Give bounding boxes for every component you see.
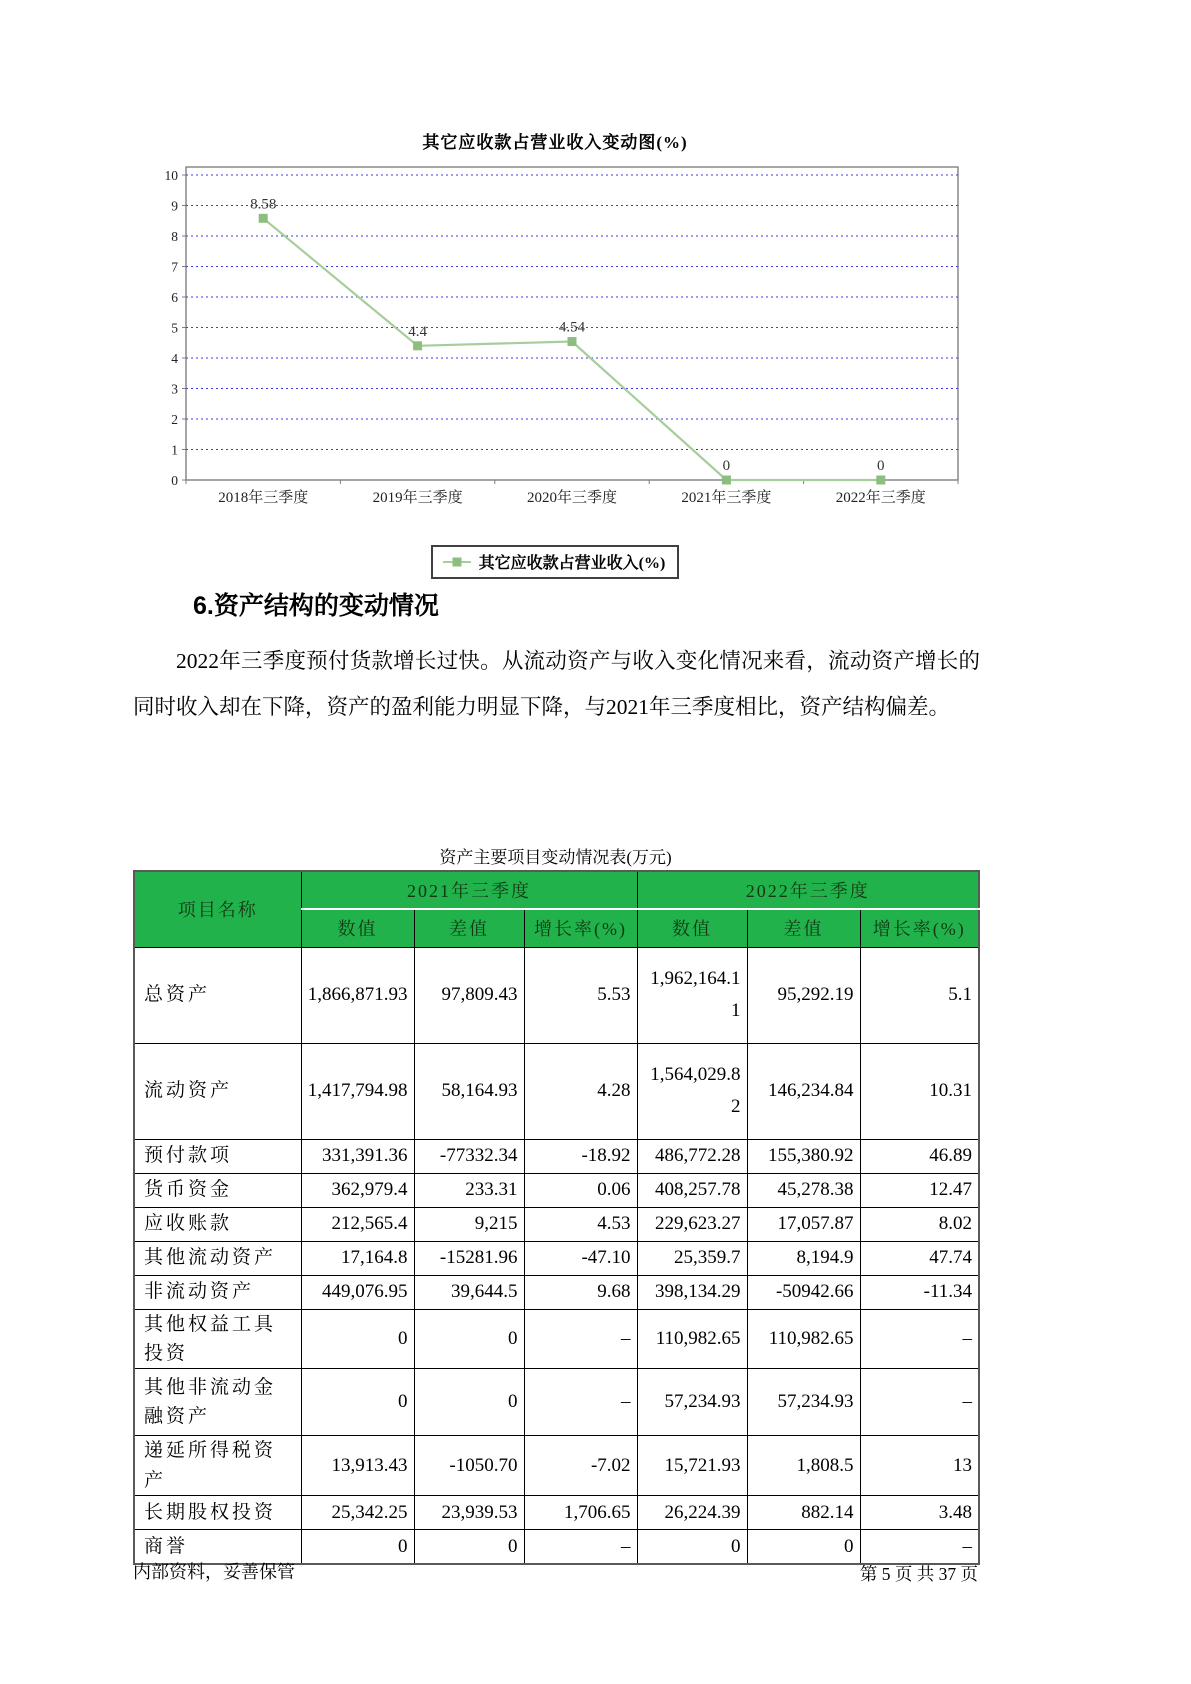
table-cell: 58,164.93 — [414, 1043, 524, 1139]
table-row — [134, 1275, 979, 1309]
table-cell: 1,706.65 — [524, 1496, 637, 1530]
table-cell: 398,134.29 — [637, 1275, 747, 1309]
table-cell: 155,380.92 — [747, 1139, 860, 1173]
table-cell: 0 — [301, 1369, 414, 1436]
table-cell: 25,342.25 — [301, 1496, 414, 1530]
assets-table-wrap — [133, 870, 980, 1565]
section-heading: 6.资产结构的变动情况 — [193, 592, 439, 620]
table-cell: -18.92 — [524, 1139, 637, 1173]
line-chart — [140, 128, 970, 579]
table-cell: 449,076.95 — [301, 1275, 414, 1309]
footer-page-number: 第 5 页 共 37 页 — [859, 1564, 978, 1584]
table-cell: -1050.70 — [414, 1436, 524, 1496]
table-cell: 233.31 — [414, 1173, 524, 1207]
row-label: 总资产 — [134, 947, 301, 1043]
row-label: 递延所得税资产 — [134, 1436, 301, 1496]
data-point-label: 4.4 — [408, 323, 427, 340]
table-cell: 4.28 — [524, 1043, 637, 1139]
col-header-value-2022: 数值 — [637, 909, 747, 947]
table-cell: 13 — [860, 1436, 979, 1496]
table-cell: 47.74 — [860, 1241, 979, 1275]
table-row — [134, 1043, 979, 1139]
table-cell: 46.89 — [860, 1139, 979, 1173]
table-cell: -7.02 — [524, 1436, 637, 1496]
col-header-diff-2022: 差值 — [747, 909, 860, 947]
table-cell: 0 — [747, 1530, 860, 1565]
table-row — [134, 1369, 979, 1436]
table-cell: 110,982.65 — [747, 1309, 860, 1369]
row-label: 其他权益工具投资 — [134, 1309, 301, 1369]
table-cell: 45,278.38 — [747, 1173, 860, 1207]
table-cell: 8.02 — [860, 1207, 979, 1241]
y-axis-label: 8 — [171, 229, 178, 244]
table-cell: 362,979.4 — [301, 1173, 414, 1207]
row-label: 预付款项 — [134, 1139, 301, 1173]
table-cell: -15281.96 — [414, 1241, 524, 1275]
table-cell: 0 — [301, 1530, 414, 1565]
col-header-value-2021: 数值 — [301, 909, 414, 947]
table-cell: 13,913.43 — [301, 1436, 414, 1496]
table-cell: 9.68 — [524, 1275, 637, 1309]
col-header-growth-2022: 增长率(%) — [860, 909, 979, 947]
data-point-label: 4.54 — [558, 319, 586, 336]
table-cell: 9,215 — [414, 1207, 524, 1241]
table-cell: – — [860, 1309, 979, 1369]
table-cell: 4.53 — [524, 1207, 637, 1241]
table-cell: 12.47 — [860, 1173, 979, 1207]
col-group-2021: 2021年三季度 — [301, 871, 637, 909]
table-cell: -50942.66 — [747, 1275, 860, 1309]
col-header-diff-2021: 差值 — [414, 909, 524, 947]
y-axis-label: 5 — [171, 320, 178, 336]
table-cell: 57,234.93 — [747, 1369, 860, 1436]
y-axis-label: 0 — [171, 473, 178, 488]
table-cell: 1,808.5 — [747, 1436, 860, 1496]
table-row — [134, 1173, 979, 1207]
body-paragraph: 2022年三季度预付货款增长过快。从流动资产与收入变化情况来看，流动资产增长的同时收入却在下降，资产的盈利能力明显下降，与2021年三季度相比，资产结构偏差。 — [133, 649, 980, 719]
row-label: 其他非流动金融资产 — [134, 1369, 301, 1436]
table-cell: 0 — [414, 1530, 524, 1565]
x-axis-label: 2019年三季度 — [372, 490, 463, 506]
table-cell: 57,234.93 — [637, 1369, 747, 1436]
row-label: 商誉 — [134, 1530, 301, 1565]
table-row — [134, 1436, 979, 1496]
table-cell: 0 — [414, 1309, 524, 1369]
y-axis-label: 7 — [171, 259, 178, 275]
assets-table — [133, 870, 980, 1565]
row-label: 其他流动资产 — [134, 1241, 301, 1275]
table-title: 资产主要项目变动情况表(万元) — [439, 848, 672, 867]
table-cell: – — [524, 1530, 637, 1565]
table-cell: 97,809.43 — [414, 947, 524, 1043]
y-axis-label: 1 — [171, 442, 178, 458]
y-axis-label: 3 — [171, 381, 178, 397]
table-cell: 15,721.93 — [637, 1436, 747, 1496]
chart-plot-area — [140, 161, 970, 511]
table-cell: 39,644.5 — [414, 1275, 524, 1309]
x-axis-label: 2021年三季度 — [681, 490, 772, 506]
x-axis-label: 2020年三季度 — [526, 490, 618, 506]
data-point-marker — [722, 476, 731, 485]
col-header-growth-2021: 增长率(%) — [524, 909, 637, 947]
y-axis-label: 9 — [171, 198, 178, 214]
y-axis-label: 4 — [171, 351, 178, 366]
table-cell: -11.34 — [860, 1275, 979, 1309]
table-cell: 0.06 — [524, 1173, 637, 1207]
row-label: 应收账款 — [134, 1207, 301, 1241]
table-cell: 882.14 — [747, 1496, 860, 1530]
x-axis-label: 2022年三季度 — [835, 490, 926, 506]
table-cell: 8,194.9 — [747, 1241, 860, 1275]
col-group-2022: 2022年三季度 — [637, 871, 979, 909]
table-cell: 0 — [301, 1309, 414, 1369]
table-row — [134, 1207, 979, 1241]
x-axis-label: 2018年三季度 — [218, 490, 309, 506]
table-cell: 26,224.39 — [637, 1496, 747, 1530]
row-label: 货币资金 — [134, 1173, 301, 1207]
data-point-label: 0 — [877, 458, 885, 474]
table-cell: -77332.34 — [414, 1139, 524, 1173]
table-cell: 5.1 — [860, 947, 979, 1043]
table-cell: 23,939.53 — [414, 1496, 524, 1530]
table-cell: 0 — [414, 1369, 524, 1436]
table-row — [134, 947, 979, 1043]
data-point-marker — [259, 214, 268, 223]
table-cell: 1,962,164.11 — [637, 947, 747, 1043]
y-axis-label: 6 — [171, 290, 178, 305]
chart-legend-label: 其它应收款占营业收入(%) — [478, 555, 666, 572]
data-point-marker — [568, 337, 577, 346]
table-cell: 17,057.87 — [747, 1207, 860, 1241]
data-point-marker — [876, 476, 885, 485]
table-cell: 5.53 — [524, 947, 637, 1043]
table-cell: 212,565.4 — [301, 1207, 414, 1241]
table-cell: 3.48 — [860, 1496, 979, 1530]
table-cell: 10.31 — [860, 1043, 979, 1139]
table-cell: 1,417,794.98 — [301, 1043, 414, 1139]
chart-legend — [140, 545, 970, 579]
table-cell: 95,292.19 — [747, 947, 860, 1043]
table-cell: 408,257.78 — [637, 1173, 747, 1207]
row-label: 长期股权投资 — [134, 1496, 301, 1530]
table-cell: 17,164.8 — [301, 1241, 414, 1275]
row-label: 非流动资产 — [134, 1275, 301, 1309]
table-row — [134, 1139, 979, 1173]
table-cell: -47.10 — [524, 1241, 637, 1275]
table-row — [134, 1496, 979, 1530]
table-cell: 146,234.84 — [747, 1043, 860, 1139]
data-point-label: 0 — [722, 458, 731, 474]
data-point-label: 8.58 — [250, 196, 277, 213]
table-cell: 1,564,029.82 — [637, 1043, 747, 1139]
col-header-item: 项目名称 — [134, 871, 301, 947]
y-axis-label: 2 — [171, 412, 178, 427]
legend-line-marker-icon — [443, 556, 471, 568]
chart-title: 其它应收款占营业收入变动图(%) — [422, 133, 688, 152]
footer-confidential-note: 内部资料，妥善保管 — [133, 1562, 295, 1582]
table-cell: 1,866,871.93 — [301, 947, 414, 1043]
table-cell: – — [860, 1530, 979, 1565]
table-row — [134, 1309, 979, 1369]
table-cell: 331,391.36 — [301, 1139, 414, 1173]
table-cell: – — [524, 1369, 637, 1436]
table-cell: 25,359.7 — [637, 1241, 747, 1275]
row-label: 流动资产 — [134, 1043, 301, 1139]
table-cell: 0 — [637, 1530, 747, 1565]
table-cell: – — [860, 1369, 979, 1436]
table-cell: 486,772.28 — [637, 1139, 747, 1173]
series-line — [263, 218, 881, 480]
table-row — [134, 1241, 979, 1275]
table-cell: 110,982.65 — [637, 1309, 747, 1369]
y-axis-label: 10 — [164, 168, 178, 183]
data-point-marker — [413, 341, 422, 350]
table-cell: – — [524, 1309, 637, 1369]
chart-legend-box — [431, 545, 680, 579]
table-cell: 229,623.27 — [637, 1207, 747, 1241]
